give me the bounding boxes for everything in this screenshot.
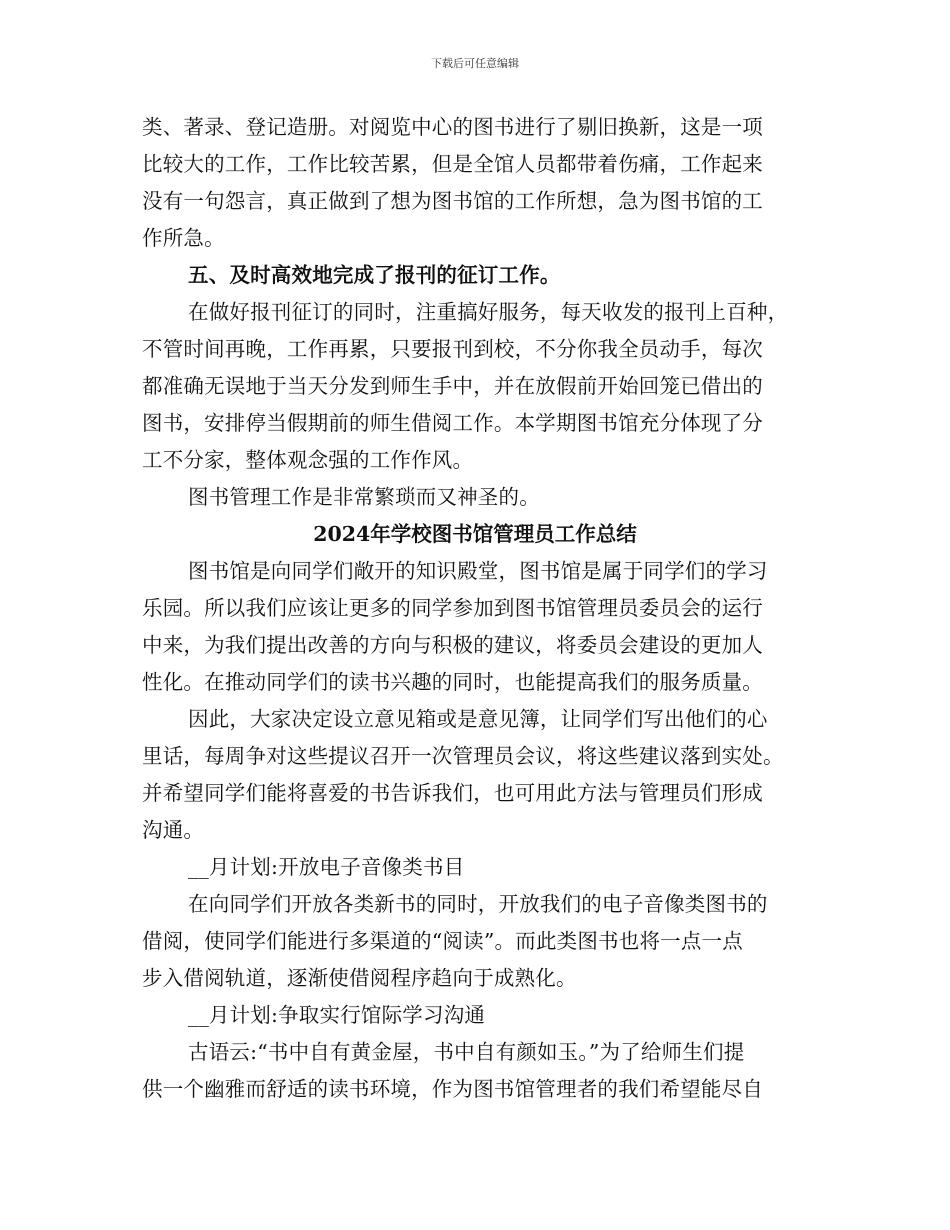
paragraph-line: 供一个幽雅而舒适的读书环境，作为图书馆管理者的我们希望能尽自 xyxy=(142,1077,763,1101)
paragraph-line: 古语云:“书中自有黄金屋，书中自有颜如玉。”为了给师生们提 xyxy=(188,1040,745,1064)
paragraph-line: 类、著录、登记造册。对阅览中心的图书进行了剔旧换新，这是一项 xyxy=(142,115,763,139)
paragraph-line: 因此，大家决定设立意见箱或是意见簿，让同学们写出他们的心 xyxy=(188,707,768,731)
paragraph-line: 里话，每周争对这些提议召开一次管理员会议，将这些建议落到实处。 xyxy=(142,744,784,768)
paragraph-line: 作所急。 xyxy=(142,226,225,250)
document-title: 2024年学校图书馆管理员工作总结 xyxy=(313,522,637,546)
paragraph-line: 中来，为我们提出改善的方向与积极的建议，将委员会建设的更加人 xyxy=(142,633,763,657)
paragraph-line: 都准确无误地于当天分发到师生手中，并在放假前开始回笼已借出的 xyxy=(142,374,763,398)
paragraph-line: 工不分家，整体观念强的工作作风。 xyxy=(142,448,474,472)
paragraph-line: 图书馆是向同学们敞开的知识殿堂，图书馆是属于同学们的学习 xyxy=(188,559,768,583)
paragraph-line: 在做好报刊征订的同时，注重搞好服务，每天收发的报刊上百种， xyxy=(188,300,789,324)
paragraph-line: 不管时间再晚，工作再累，只要报刊到校，不分你我全员动手，每次 xyxy=(142,337,763,361)
paragraph-line: 借阅，使同学们能进行多渠道的“阅读”。而此类图书也将一点一点 xyxy=(142,929,743,953)
paragraph-line: 在向同学们开放各类新书的同时，开放我们的电子音像类图书的 xyxy=(188,892,768,916)
paragraph-line: 没有一句怨言，真正做到了想为图书馆的工作所想，急为图书馆的工 xyxy=(142,189,763,213)
paragraph-line: 图书，安排停当假期前的师生借阅工作。本学期图书馆充分体现了分 xyxy=(142,411,763,435)
plan-heading: __月计划:开放电子音像类书目 xyxy=(188,855,465,879)
paragraph-line: 乐园。所以我们应该让更多的同学参加到图书馆管理员委员会的运行 xyxy=(142,596,763,620)
paragraph-line: 沟通。 xyxy=(142,818,205,842)
paragraph-line: 步入借阅轨道，逐渐使借阅程序趋向于成熟化。 xyxy=(142,966,577,990)
page-header: 下载后可任意编辑 xyxy=(431,57,519,70)
paragraph-line: 比较大的工作，工作比较苦累，但是全馆人员都带着伤痛，工作起来 xyxy=(142,152,763,176)
paragraph-line: 并希望同学们能将喜爱的书告诉我们，也可用此方法与管理员们形成 xyxy=(142,781,763,805)
plan-heading: __月计划:争取实行馆际学习沟通 xyxy=(188,1003,486,1027)
section-heading: 五、及时高效地完成了报刊的征订工作。 xyxy=(188,263,561,287)
paragraph-line: 性化。在推动同学们的读书兴趣的同时，也能提高我们的服务质量。 xyxy=(142,670,763,694)
paragraph-line: 图书管理工作是非常繁琐而又神圣的。 xyxy=(188,485,540,509)
